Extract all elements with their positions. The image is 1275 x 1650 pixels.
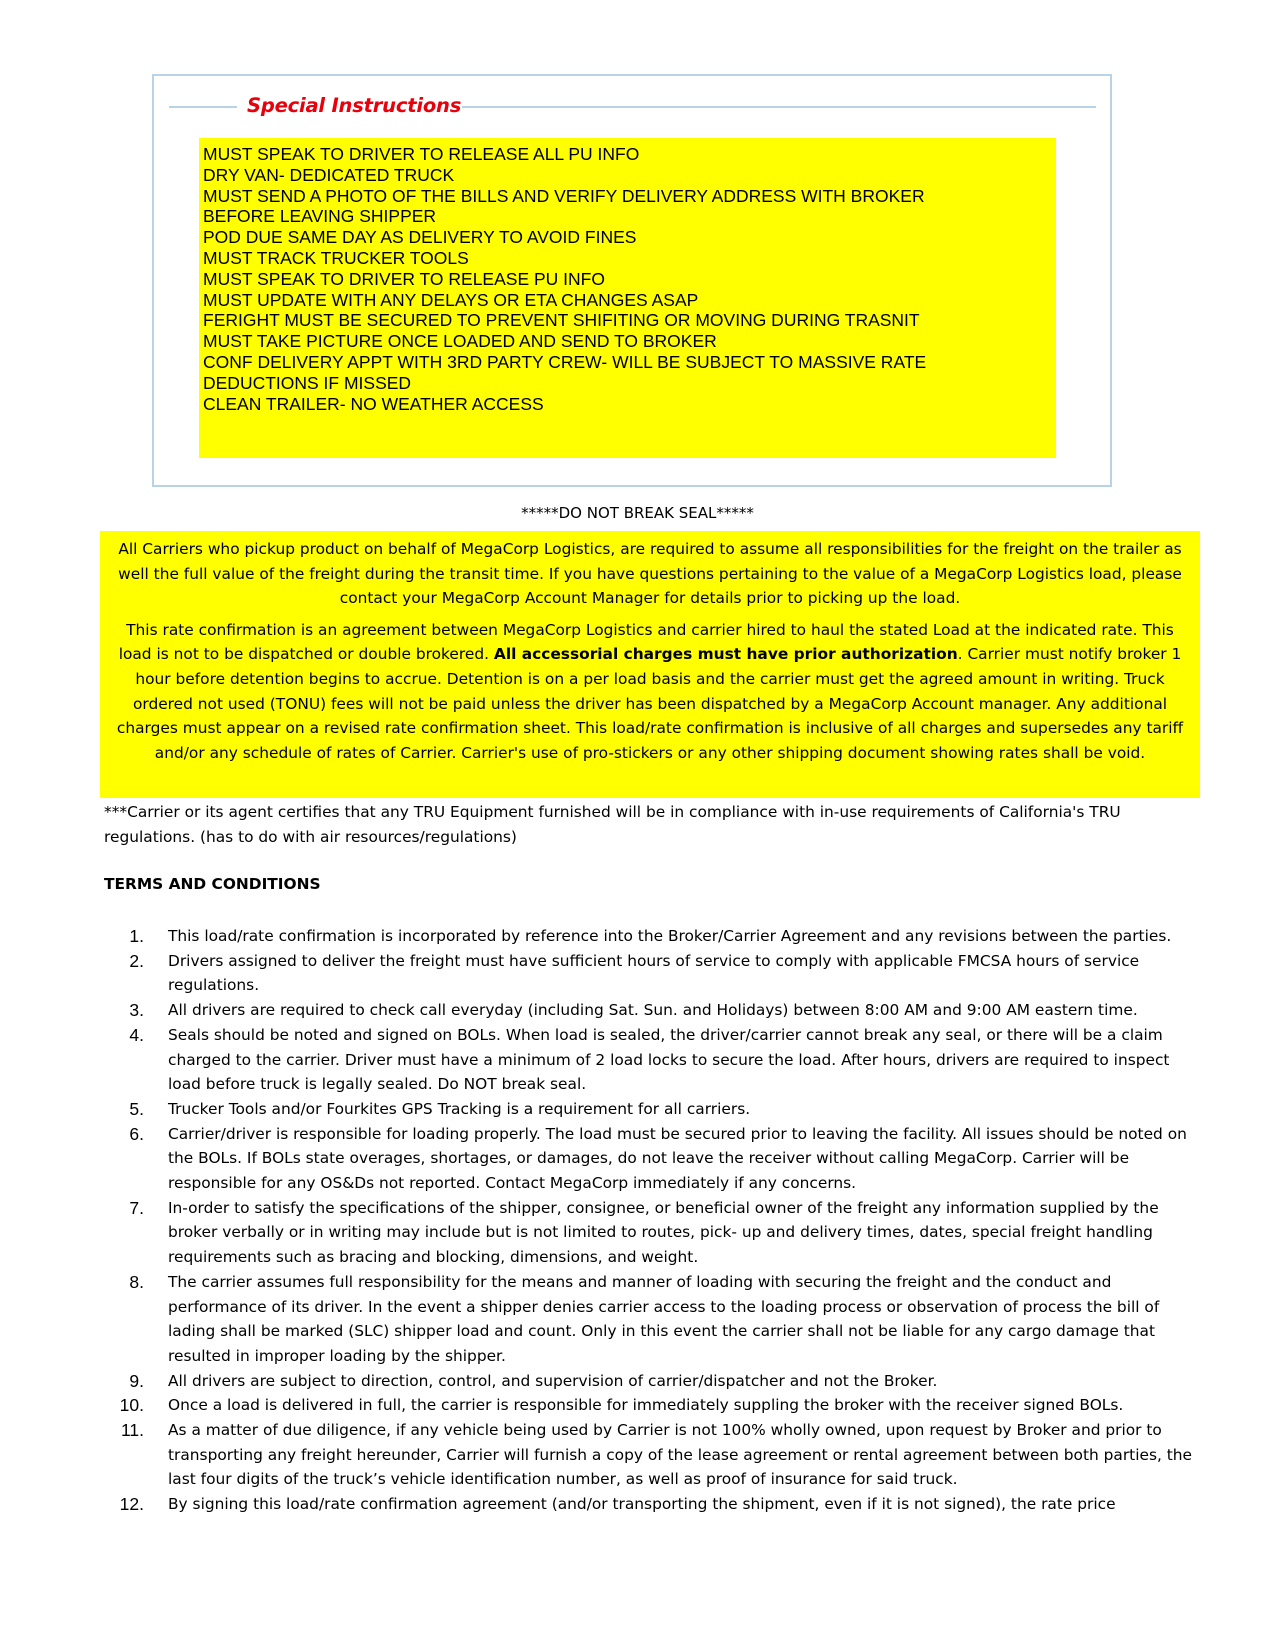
seal-notice: *****DO NOT BREAK SEAL***** bbox=[521, 504, 754, 522]
term-number: 11. bbox=[120, 1420, 144, 1441]
special-instructions-list bbox=[199, 138, 1056, 458]
term-text: The carrier assumes full responsibility for the means and manner of loading with securing the freight and the conduct and performance of its driver. In the event a shipper denies carrier access to the loading process or observation of process the bill of lading shall be marked (SLC) shipper load and count. Only in this event the carrier shall not be liable for any cargo damage that resulted in improper loading by the shipper. bbox=[168, 1272, 1160, 1365]
instruction-line: BEFORE LEAVING SHIPPER bbox=[203, 206, 437, 227]
term-number: 2. bbox=[129, 950, 144, 971]
instruction-line: DEDUCTIONS IF MISSED bbox=[203, 372, 412, 393]
carrier-disclaimer bbox=[100, 531, 1200, 798]
term-text: In-order to satisfy the specifications of the shipper, consignee, or beneficial owner of the freight any information supplied by the broker verbally or in writing may include but is not limited to routes, pick- up and delivery times, dates, special freight handling requirements such as bracing and blocking, dimensions, and weight. bbox=[168, 1198, 1159, 1267]
term-item bbox=[104, 1023, 1194, 1097]
term-item bbox=[104, 1122, 1194, 1196]
term-item bbox=[104, 1369, 1194, 1394]
instruction-line: MUST TRACK TRUCKER TOOLS bbox=[203, 247, 469, 268]
disclaimer-paragraph bbox=[110, 618, 1190, 766]
disclaimer-text: This rate confirmation is an agreement between MegaCorp Logistics and carrier hired to haul the stated Load at the indicated rate. This load is not to be dispatched or double brokered. bbox=[118, 620, 1174, 664]
term-item bbox=[104, 1196, 1194, 1270]
term-number: 9. bbox=[129, 1370, 144, 1391]
instruction-line: FERIGHT MUST BE SECURED TO PREVENT SHIFITING OR MOVING DURING TRASNIT bbox=[203, 310, 920, 331]
term-text: Carrier/driver is responsible for loading properly. The load must be secured prior to leaving the facility. All issues should be noted on the BOLs. If BOLs state overages, shortages, or damages, do not leave the receiver without calling MegaCorp. Carrier will be responsible for any OS&Ds not reported. Contact MegaCorp immediately if any concerns. bbox=[168, 1124, 1187, 1193]
term-number: 3. bbox=[129, 1000, 144, 1021]
instruction-line: CLEAN TRAILER- NO WEATHER ACCESS bbox=[203, 393, 544, 414]
term-number: 10. bbox=[119, 1395, 144, 1416]
divider bbox=[169, 106, 237, 108]
instruction-line: MUST SPEAK TO DRIVER TO RELEASE ALL PU INFO bbox=[203, 144, 640, 164]
term-number: 1. bbox=[129, 926, 144, 946]
term-item bbox=[104, 1393, 1194, 1418]
disclaimer-paragraph: All Carriers who pickup product on behalf of MegaCorp Logistics, are required to assume all responsibilities for the freight on the trailer as well the full value of the freight during the transit time. If you have questions pertaining to the value of a MegaCorp Logistics load, please contact your MegaCorp Account Manager for details prior to picking up the load. bbox=[118, 540, 1182, 608]
instruction-line: MUST SEND A PHOTO OF THE BILLS AND VERIFY DELIVERY ADDRESS WITH BROKER bbox=[203, 185, 925, 206]
term-text: By signing this load/rate confirmation agreement (and/or transporting the shipment, even if it is not signed), the rate price bbox=[168, 1495, 1116, 1514]
accessorial-notice: All accessorial charges must have prior authorization bbox=[493, 645, 958, 664]
term-item bbox=[104, 1492, 1194, 1517]
instruction-line: DRY VAN- DEDICATED TRUCK bbox=[203, 164, 455, 185]
term-text: Once a load is delivered in full, the carrier is responsible for immediately suppling the broker with the receiver signed BOLs. bbox=[168, 1396, 1124, 1415]
term-text: All drivers are required to check call everyday (including Sat. Sun. and Holidays) between 8:00 AM and 9:00 AM eastern time. bbox=[168, 1001, 1138, 1020]
instruction-line: CONF DELIVERY APPT WITH 3RD PARTY CREW- WILL BE SUBJECT TO MASSIVE RATE bbox=[203, 351, 927, 372]
term-number: 4. bbox=[129, 1024, 144, 1045]
term-item bbox=[104, 998, 1194, 1023]
term-item bbox=[104, 949, 1194, 998]
term-text: Trucker Tools and/or Fourkites GPS Tracking is a requirement for all carriers. bbox=[168, 1099, 751, 1118]
term-text: As a matter of due diligence, if any vehicle being used by Carrier is not 100% wholly owned, upon request by Broker and prior to transporting any freight hereunder, Carrier will furnish a copy of the lease agreement or rental agreement between both parties, the last four digits of the truck’s vehicle identification number, as well as proof of insurance for said truck. bbox=[168, 1421, 1193, 1489]
special-instructions-box bbox=[152, 74, 1112, 487]
term-text: This load/rate confirmation is incorporated by reference into the Broker/Carrier Agreement and any revisions between the parties. bbox=[168, 927, 1172, 945]
term-number: 5. bbox=[129, 1098, 144, 1119]
disclaimer-text: . Carrier must notify broker 1 hour before detention begins to accrue. Detention is on a per load basis and the carrier must get the agreed amount in writing. Truck ordered not used (TONU) fees will not be paid unless the driver has been dispatched by a MegaCorp Account manager. Any additional charges must appear on a revised rate confirmation sheet. This load/rate confirmation is inclusive of all charges and supersedes any tariff and/or any schedule of rates of Carrier. Carrier's use of pro-stickers or any other shipping document showing rates shall be void. bbox=[116, 645, 1184, 762]
special-instructions-title: Special Instructions bbox=[247, 94, 462, 117]
instruction-line: POD DUE SAME DAY AS DELIVERY TO AVOID FINES bbox=[203, 227, 637, 248]
instruction-line: MUST TAKE PICTURE ONCE LOADED AND SEND TO BROKER bbox=[203, 331, 717, 352]
terms-list bbox=[104, 924, 1194, 1517]
instruction-line: MUST SPEAK TO DRIVER TO RELEASE PU INFO bbox=[203, 268, 605, 289]
tru-notice: ***Carrier or its agent certifies that any TRU Equipment furnished will be in compliance with in-use requirements of California's TRU regulations. (has to do with air resources/regulations) bbox=[104, 803, 1121, 846]
term-text: Seals should be noted and signed on BOLs. When load is sealed, the driver/carrier cannot break any seal, or there will be a claim charged to the carrier. Driver must have a minimum of 2 load locks to secure the load. After hours, drivers are required to inspect load before truck is legally sealed. Do NOT break seal. bbox=[168, 1025, 1170, 1094]
term-item bbox=[104, 924, 1194, 949]
term-text: Drivers assigned to deliver the freight must have sufficient hours of service to comply with applicable FMCSA hours of service regulations. bbox=[168, 951, 1140, 995]
term-item bbox=[104, 1097, 1194, 1122]
divider bbox=[462, 106, 1096, 108]
term-number: 8. bbox=[129, 1271, 144, 1292]
term-item bbox=[104, 1270, 1194, 1369]
term-number: 7. bbox=[129, 1197, 144, 1218]
term-number: 6. bbox=[129, 1123, 144, 1144]
term-text: All drivers are subject to direction, control, and supervision of carrier/dispatcher and not the Broker. bbox=[168, 1371, 938, 1390]
instruction-line: MUST UPDATE WITH ANY DELAYS OR ETA CHANGES ASAP bbox=[203, 289, 699, 310]
terms-heading: TERMS AND CONDITIONS bbox=[104, 875, 321, 893]
term-number: 12. bbox=[119, 1494, 144, 1515]
term-item bbox=[104, 1418, 1194, 1492]
